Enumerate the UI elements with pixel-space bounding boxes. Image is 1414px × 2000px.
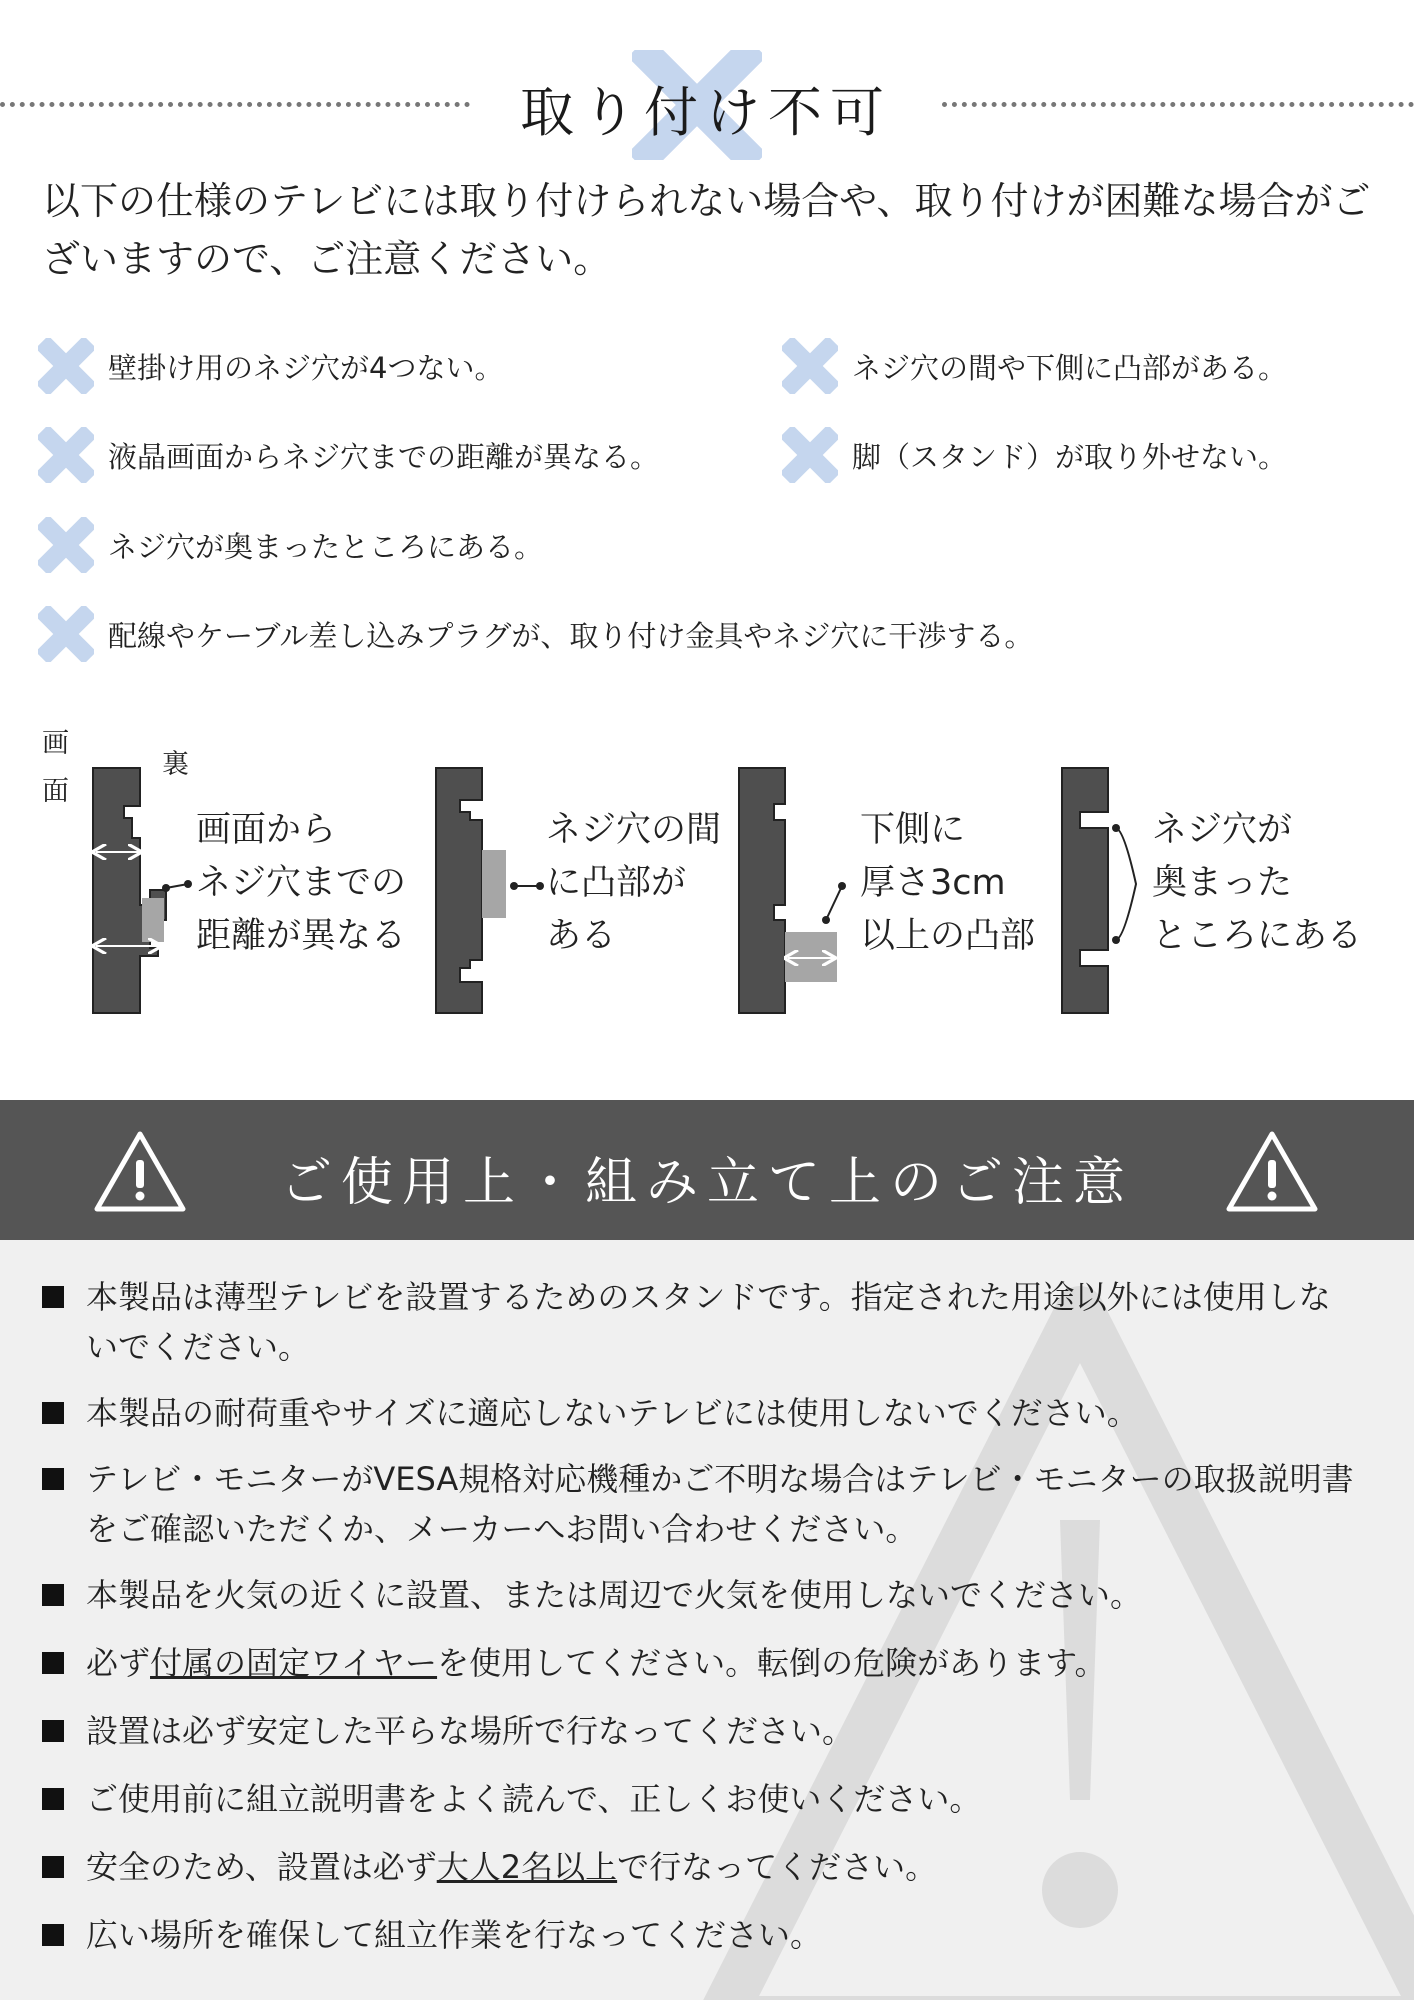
ng-item — [38, 425, 659, 485]
warning-triangle-icon — [92, 1128, 188, 1214]
note-text: 本製品の耐荷重やサイズに適応しないテレビには使用しないでください。 — [86, 1394, 1139, 1432]
bullet-square-icon — [42, 1788, 64, 1810]
diagram-caption: 下側に 厚さ3cm 以上の凸部 — [860, 810, 1036, 956]
notes-section — [0, 1240, 1414, 2000]
note-text: ご使用前に組立説明書をよく読んで、正しくお使いください。 — [86, 1780, 982, 1818]
cross-icon — [782, 427, 838, 483]
cross-icon — [38, 427, 94, 483]
note-text: 本製品は薄型テレビを設置するためのスタンドです。指定された用途以外には使用しないでください。 — [86, 1278, 1331, 1366]
note-item — [42, 1774, 1382, 1824]
underlined-emphasis: 大人2名以上 — [436, 1848, 618, 1886]
note-text: 本製品を火気の近くに設置、または周辺で火気を使用しないでください。 — [86, 1576, 1143, 1614]
cross-icon — [38, 606, 94, 662]
note-text: 必ず付属の固定ワイヤーを使用してください。転倒の危険があります。 — [86, 1644, 1107, 1682]
note-text: 設置は必ず安定した平らな場所で行なってください。 — [86, 1712, 855, 1750]
cross-icon — [38, 338, 94, 394]
cross-icon — [782, 338, 838, 394]
diagram-distance — [93, 768, 192, 1013]
page-title: 取り付け不可 — [520, 81, 892, 144]
bullet-square-icon — [42, 1924, 64, 1946]
caution-title: ご使用上・組み立て上のご注意 — [279, 1153, 1134, 1213]
diagram-recessed — [1062, 768, 1136, 1013]
note-item — [42, 1570, 1382, 1620]
underlined-emphasis: 付属の固定ワイヤー — [150, 1644, 438, 1682]
bullet-square-icon — [42, 1720, 64, 1742]
note-item — [42, 1388, 1382, 1438]
note-item — [42, 1910, 1382, 1960]
bullet-square-icon — [42, 1468, 64, 1490]
back-label: 裏 — [162, 749, 189, 780]
diagram-caption: ネジ穴が 奥まった ところにある — [1152, 810, 1363, 956]
ng-item — [38, 336, 503, 396]
ng-item-label: 壁掛け用のネジ穴が4つない。 — [108, 350, 504, 385]
section-title-row — [0, 40, 1414, 170]
diagram-caption: 画面から ネジ穴までの 距離が異なる — [196, 810, 407, 956]
note-text: 広い場所を確保して組立作業を行なってください。 — [86, 1916, 823, 1954]
screen-label: 画 面 — [42, 728, 69, 807]
note-item — [42, 1638, 1382, 1688]
ng-item — [782, 425, 1287, 485]
bullet-square-icon — [42, 1652, 64, 1674]
ng-item — [38, 604, 1033, 664]
note-item — [42, 1272, 1382, 1372]
ng-item — [782, 336, 1287, 396]
note-item — [42, 1842, 1382, 1892]
note-item — [42, 1706, 1382, 1756]
cross-icon — [38, 517, 94, 573]
diagram-bump-between — [436, 768, 544, 1013]
ng-item — [38, 515, 543, 575]
ng-item-label: ネジ穴の間や下側に凸部がある。 — [852, 350, 1288, 385]
ng-item-label: 配線やケーブル差し込みプラグが、取り付け金具やネジ穴に干渉する。 — [108, 618, 1034, 653]
diagram-caption: ネジ穴の間 に凸部が ある — [546, 810, 722, 956]
bullet-square-icon — [42, 1584, 64, 1606]
diagram-area — [0, 720, 1414, 1040]
note-text: テレビ・モニターがVESA規格対応機種かご不明な場合はテレビ・モニターの取扱説明書をご確認いただくか、メーカーへお問い合わせください。 — [86, 1460, 1354, 1548]
dotted-rule-right — [942, 102, 1414, 107]
ng-item-label: 液晶画面からネジ穴までの距離が異なる。 — [108, 439, 660, 474]
ng-item-label: ネジ穴が奥まったところにある。 — [108, 529, 544, 564]
caution-banner — [0, 1100, 1414, 1240]
intro-text: 以下の仕様のテレビには取り付けられない場合や、取り付けが困難な場合がございますので、ご注意ください。 — [42, 179, 1371, 281]
ng-item-label: 脚（スタンド）が取り外せない。 — [852, 439, 1288, 474]
diagram-bottom-bump — [739, 768, 846, 1013]
bullet-square-icon — [42, 1286, 64, 1308]
note-item — [42, 1454, 1382, 1554]
bullet-square-icon — [42, 1856, 64, 1878]
warning-triangle-icon — [1224, 1128, 1320, 1214]
note-text: 安全のため、設置は必ず大人2名以上で行なってください。 — [86, 1848, 938, 1886]
bullet-square-icon — [42, 1402, 64, 1424]
dotted-rule-left — [0, 102, 470, 107]
